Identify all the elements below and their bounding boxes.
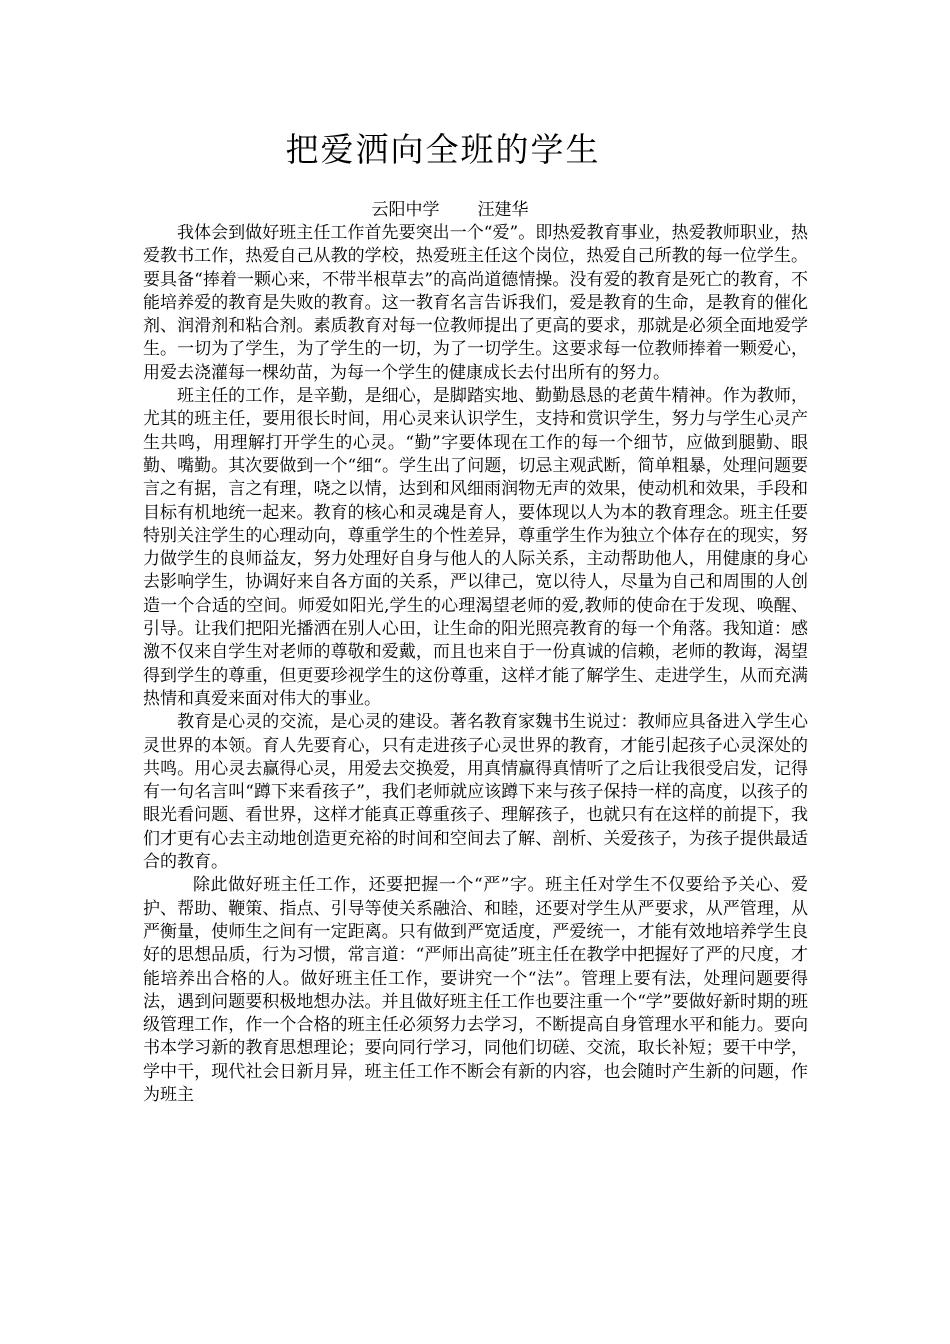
byline xyxy=(0,199,900,221)
byline-school: 云阳中学 xyxy=(371,200,440,220)
document-title: 把爱洒向全班的学生 xyxy=(285,130,601,169)
paragraph-2: 班主任的工作，是辛勤，是细心，是脚踏实地、勤勤恳恳的老黄牛精神。作为教师，尤其的班主任，要用很长时间，用心灵来认识学生，支持和赏识学生，努力与学生心灵产生共鸣，用理解打开学生的心灵。“勤”字要体现在工作的每一个细节，应做到腿勤、眼勤、嘴勤。其次要做到一个“细“。学生出了问题，切忌主观武断，简单粗暴，处理问题要言之有据，言之有理，哓之以情，达到和风细雨润物无声的效果，使动机和效果，手段和目标有机地统一起来。教育的核心和灵魂是育人，要体现以人为本的教育理念。班主任要特别关注学生的心理动向，尊重学生的个性差异，尊重学生作为独立个体存在的现实，努力做学生的良师益友，努力处理好自身与他人的人际关系，主动帮助他人，用健康的身心去影响学生，协调好来自各方面的关系，严以律己，宽以待人，尽量为自己和周围的人创造一个合适的空间。师爱如阳光,学生的心理渴望老师的爱,教师的使命在于发现、唤醒、引导。让我们把阳光播洒在别人心田，让生命的阳光照亮教育的每一个角落。我知道：感激不仅来自学生对老师的尊敬和爱戴，而且也来自于一份真诚的信赖，老师的教诲，渴望得到学生的尊重，但更要珍视学生的这份尊重，这样才能了解学生、走进学生，从而充满热情和真爱来面对伟大的事业。 xyxy=(143,386,808,709)
document-body xyxy=(143,222,808,1107)
paragraph-3: 教育是心灵的交流，是心灵的建设。著名教育家魏书生说过：教师应具备进入学生心灵世界的本领。育人先要育心，只有走进孩子心灵世界的教育，才能引起孩子心灵深处的共鸣。用心灵去赢得心灵，用爱去交换爱，用真情赢得真情听了之后让我很受启发，记得有一句名言叫“蹲下来看孩子”，我们老师就应该蹲下来与孩子保持一样的高度，以孩子的眼光看问题、看世界，这样才能真正尊重孩子、理解孩子，也就只有在这样的前提下，我们才更有心去主动地创造更充裕的时间和空间去了解、剖析、关爱孩子，为孩子提供最适合的教育。 xyxy=(143,712,808,873)
byline-author: 汪建华 xyxy=(477,200,529,220)
paragraph-4: 除此做好班主任工作，还要把握一个“严”字。班主任对学生不仅要给予关心、爱护、帮助、鞭策、指点、引导等使关系融洽、和睦，还要对学生从严要求，从严管理，从严衡量，使师生之间有一定距离。只有做到严宽适度，严爱统一，才能有效地培养学生良好的思想品质，行为习惯，常言道：“严师出高徒”班主任在教学中把握好了严的尺度，才能培养出合格的人。做好班主任工作，要讲究一个“法”。管理上要有法，处理问题要得法，遇到问题要积极地想办法。并且做好班主任工作也要注重一个“学”要做好新时期的班级管理工作，作一个合格的班主任必须努力去学习，不断提高自身管理水平和能力。要向书本学习新的教育思想理论；要向同行学习，同他们切磋、交流，取长补短；要干中学，学中干，现代社会日新月异，班主任工作不断会有新的内容，也会随时产生新的问题，作为班主 xyxy=(143,875,808,1105)
paragraph-1: 我体会到做好班主任工作首先要突出一个“爱”。即热爱教育事业，热爱教师职业，热爱教书工作，热爱自己从教的学校，热爱班主任这个岗位，热爱自己所教的每一位学生。要具备“捧着一颗心来，不带半根草去”的高尚道德情操。没有爱的教育是死亡的教育，不能培养爱的教育是失败的教育。这一教育名言告诉我们，爱是教育的生命，是教育的催化剂、润滑剂和粘合剂。素质教育对每一位教师提出了更高的要求，那就是必须全面地爱学生。一切为了学生，为了学生的一切，为了一切学生。这要求每一位教师捧着一颗爱心，用爱去浇灌每一棵幼苗，为每一个学生的健康成长去付出所有的努力。 xyxy=(143,223,808,383)
